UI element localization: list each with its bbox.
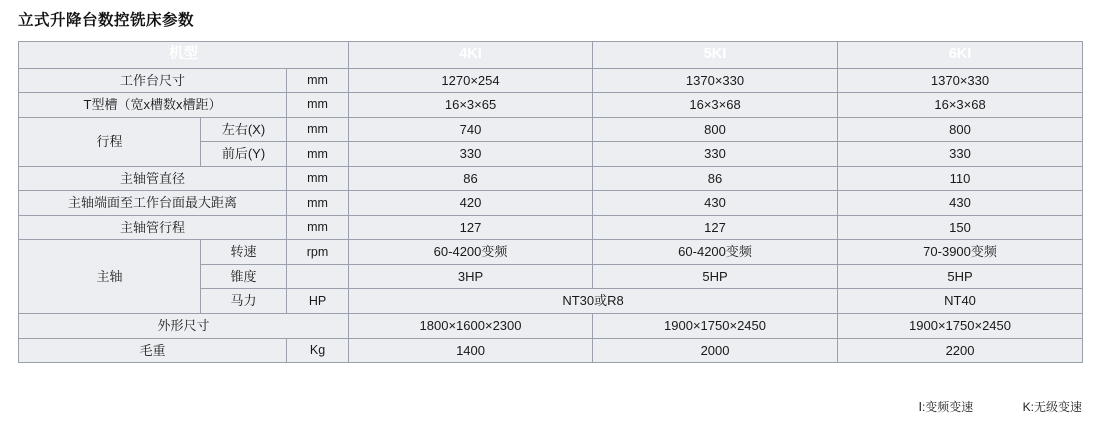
row-sublabel: 前后(Y) <box>201 142 287 167</box>
table-row <box>19 215 1083 240</box>
row-value-4ki: 3HP <box>349 264 593 289</box>
table-row <box>19 166 1083 191</box>
row-unit: mm <box>287 117 349 142</box>
row-value-5ki: 127 <box>593 215 838 240</box>
row-sublabel: 锥度 <box>201 264 287 289</box>
row-value-6ki: 2200 <box>838 338 1083 363</box>
row-unit: HP <box>287 289 349 314</box>
table-row <box>19 314 1083 339</box>
row-value-6ki: 800 <box>838 117 1083 142</box>
row-value-6ki: 1370×330 <box>838 68 1083 93</box>
page-title: 立式升降台数控铣床参数 <box>18 12 195 29</box>
row-value-6ki: 1900×1750×2450 <box>838 314 1083 339</box>
row-value-5ki: 16×3×68 <box>593 93 838 118</box>
row-value-5ki: 5HP <box>593 264 838 289</box>
row-value-4ki: 420 <box>349 191 593 216</box>
table-row <box>19 240 1083 265</box>
row-value-4ki: 1270×254 <box>349 68 593 93</box>
footnotes <box>918 398 1082 415</box>
table-header-row <box>19 42 1083 69</box>
row-value-5ki: 86 <box>593 166 838 191</box>
row-unit: mm <box>287 191 349 216</box>
table-row <box>19 117 1083 142</box>
table-row <box>19 68 1083 93</box>
row-value-6ki: 16×3×68 <box>838 93 1083 118</box>
row-sublabel: 左右(X) <box>201 117 287 142</box>
table-row <box>19 191 1083 216</box>
row-group-label-travel: 行程 <box>19 117 201 166</box>
row-value-6ki: 330 <box>838 142 1083 167</box>
row-sublabel: 马力 <box>201 289 287 314</box>
row-unit: rpm <box>287 240 349 265</box>
row-value-5ki: 800 <box>593 117 838 142</box>
row-value-4ki: 1800×1600×2300 <box>349 314 593 339</box>
row-value-5ki: 330 <box>593 142 838 167</box>
row-value-6ki: 70-3900变频 <box>838 240 1083 265</box>
row-unit: Kg <box>287 338 349 363</box>
row-label: 工作台尺寸 <box>19 68 287 93</box>
row-label: 主轴端面至工作台面最大距离 <box>19 191 287 216</box>
row-label: T型槽（宽x槽数x槽距） <box>19 93 287 118</box>
row-value-4ki: 330 <box>349 142 593 167</box>
row-value-5ki: 2000 <box>593 338 838 363</box>
row-value-6ki: 5HP <box>838 264 1083 289</box>
row-value-4ki: 740 <box>349 117 593 142</box>
specification-table <box>18 41 1083 363</box>
row-value-6ki: 430 <box>838 191 1083 216</box>
row-value-5ki: 1900×1750×2450 <box>593 314 838 339</box>
row-unit <box>287 264 349 289</box>
footnote-stepless: K:无级变速 <box>1022 400 1082 414</box>
row-value-5ki: 1370×330 <box>593 68 838 93</box>
row-value-4ki: 86 <box>349 166 593 191</box>
row-label: 主轴管行程 <box>19 215 287 240</box>
column-header-model: 机型 <box>19 42 349 69</box>
row-value-6ki: 110 <box>838 166 1083 191</box>
column-header-4ki: 4KI <box>349 42 593 69</box>
row-value-4ki: 1400 <box>349 338 593 363</box>
row-value-6ki: 150 <box>838 215 1083 240</box>
row-unit: mm <box>287 166 349 191</box>
row-value-6ki: NT40 <box>838 289 1083 314</box>
row-value-4ki-5ki: NT30或R8 <box>349 289 838 314</box>
row-label: 主轴管直径 <box>19 166 287 191</box>
row-unit: mm <box>287 93 349 118</box>
row-group-label-spindle: 主轴 <box>19 240 201 314</box>
row-unit: mm <box>287 68 349 93</box>
row-unit: mm <box>287 142 349 167</box>
row-label: 外形尺寸 <box>19 314 349 339</box>
column-header-5ki: 5KI <box>593 42 838 69</box>
footnote-inverter: Ⅰ:变频变速 <box>918 400 974 414</box>
row-value-4ki: 16×3×65 <box>349 93 593 118</box>
row-unit: mm <box>287 215 349 240</box>
row-value-4ki: 60-4200变频 <box>349 240 593 265</box>
column-header-6ki: 6KI <box>838 42 1083 69</box>
table-row <box>19 93 1083 118</box>
row-label: 毛重 <box>19 338 287 363</box>
table-row <box>19 338 1083 363</box>
row-sublabel: 转速 <box>201 240 287 265</box>
row-value-5ki: 430 <box>593 191 838 216</box>
row-value-4ki: 127 <box>349 215 593 240</box>
row-value-5ki: 60-4200变频 <box>593 240 838 265</box>
